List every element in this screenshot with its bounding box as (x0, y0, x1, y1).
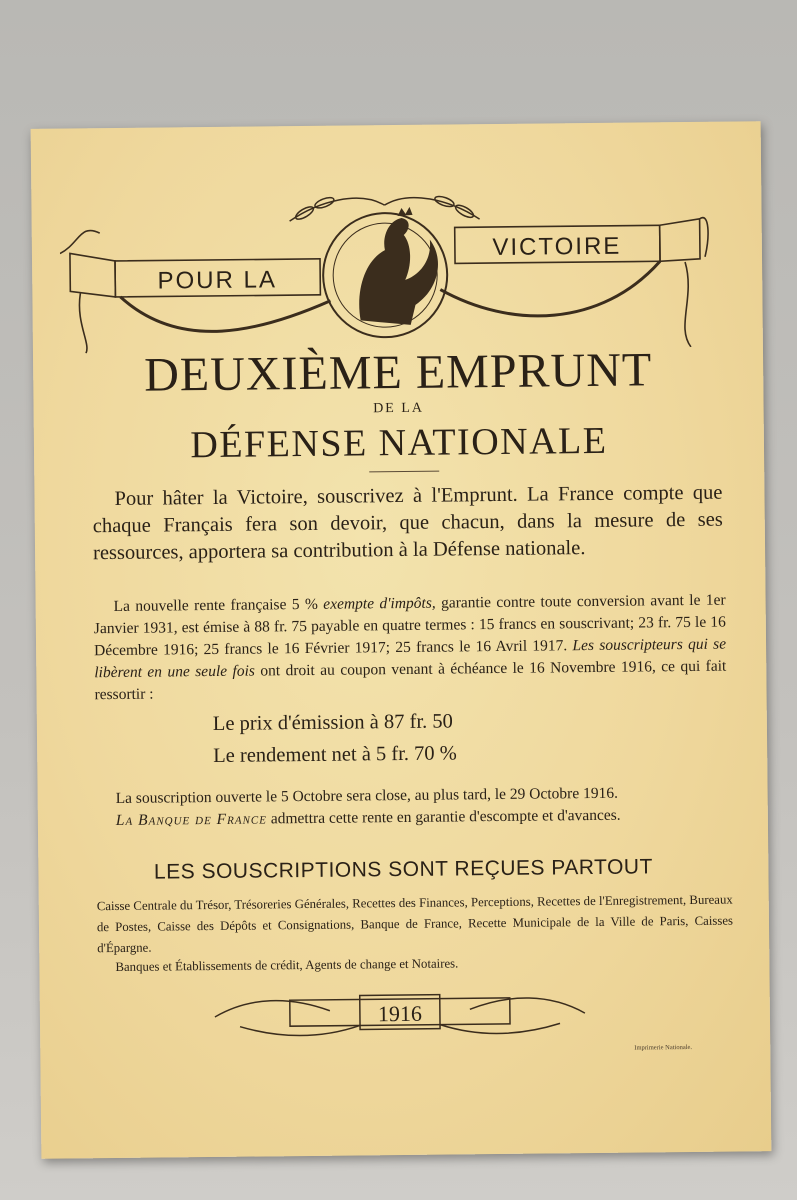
price-line: Le prix d'émission à 87 fr. 50 (212, 710, 453, 735)
banner-right-text: VICTOIRE (492, 232, 622, 262)
closing-date-paragraph: La souscription ouverte le 5 Octobre sera close, au plus tard, le 29 Octobre 1916. (115, 784, 619, 807)
yield-line: Le rendement net à 5 fr. 70 % (213, 742, 457, 767)
places-list: Caisse Centrale du Trésor, Trésoreries Générales, Recettes des Finances, Perceptions, Recettes de l'Enregistrement, Bureaux de Postes, Caisse des Dépôts et Consignations, Banque de France, Recette Municipale de la Ville de Paris, Caisses d'Épargne. (96, 892, 734, 956)
banner-left-text: POUR LA (157, 266, 278, 295)
footer-ornament (210, 983, 591, 1042)
printer-credit: Imprimerie Nationale. (634, 1043, 693, 1052)
banque-name: La Banque de France (115, 810, 268, 829)
rooster-banner-illustration (59, 177, 711, 354)
poster-sheet (31, 121, 772, 1159)
title-line3: DÉFENSE NATIONALE (190, 419, 608, 467)
title-divider (369, 471, 439, 473)
footer-year: 1916 (377, 1000, 423, 1027)
subscriptions-heading: LES SOUSCRIPTIONS SONT REÇUES PARTOUT (153, 855, 653, 884)
rente-paragraph (94, 590, 727, 707)
rente-text-c: garantie contre toute conversion avant le 1er Janvier 1931, est émise à 88 fr. 75 payable en quatre termes : 15 francs en souscrivant; 23 fr. 75 le 16 Décembre 1916; 25 francs le 16 Février 1917; 25 francs le 16 Avril 1917. (93, 591, 726, 660)
rente-text-a: La nouvelle rente française 5 % (113, 595, 324, 616)
banque-text: admettra cette rente en garantie d'escompte et d'avances. (266, 806, 621, 828)
title-line1: DEUXIÈME EMPRUNT (143, 343, 653, 402)
banner-ornament (59, 177, 711, 354)
places-list-last: Banques et Établissements de crédit, Agents de change et Notaires. (115, 956, 459, 975)
title-line2: DE LA (373, 400, 425, 417)
rente-text-e: ont droit au coupon venant à échéance le 16 Novembre 1916, ce qui fait ressortir : (94, 657, 727, 704)
rente-text-b: exempte d'impôts, (323, 594, 436, 613)
intro-paragraph: Pour hâter la Victoire, souscrivez à l'Emprunt. La France compte que chaque Français fera son devoir, que chacun, dans la mesure de ses ressources, apportera sa contribution à la Défense nationale. (92, 481, 723, 565)
rente-text-d: Les souscripteurs qui se libèrent en une seule fois (94, 635, 727, 682)
rooster-icon (358, 207, 438, 326)
